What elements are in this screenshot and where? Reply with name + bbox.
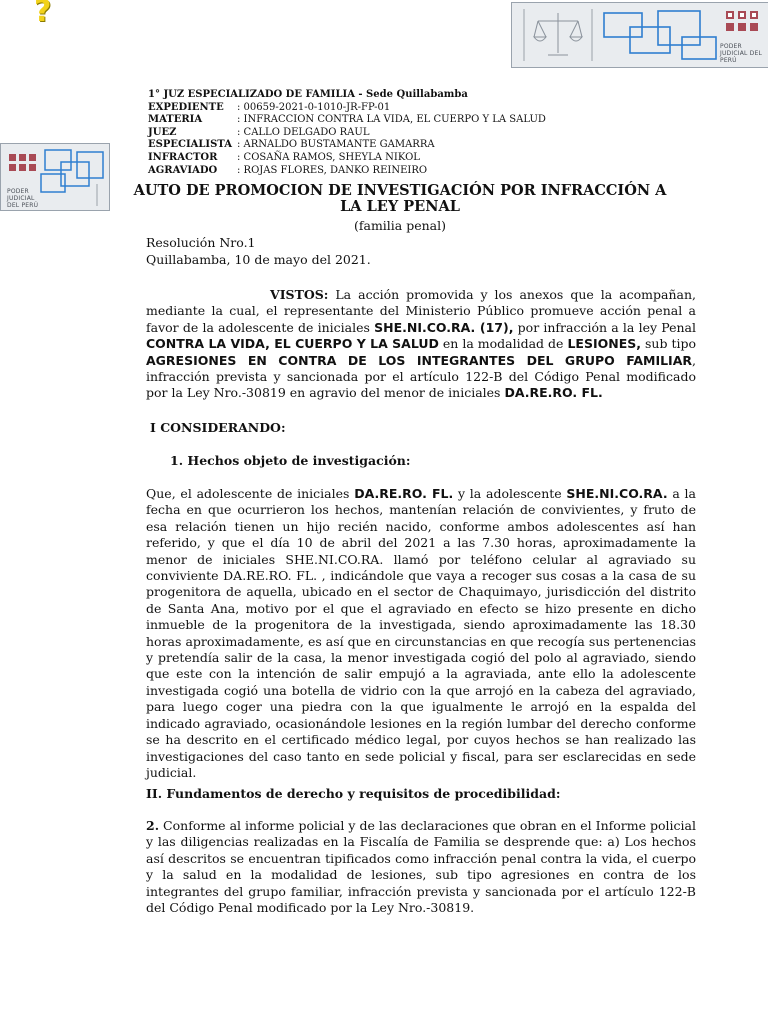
- vistos-text: La acción promovida y los anexos que la acompañan, mediante la cual, el representante del Ministerio Público promueve acción penal a favor de la adolescente de iniciales: [146, 287, 696, 335]
- logo-label: PODER JUDICIAL DEL PERÚ: [720, 43, 763, 64]
- minor-initials: SHE.NI.CO.RA.: [566, 486, 668, 501]
- hechos-text: a la fecha en que ocurrieron los hechos, mantenían relación de convivientes, y fruto de esa relación tienen un hijo recién nacido, conforme ambos adolescentes así han referido, y que el día 10 de abril del 2021 a las 7.30 horas, aproximadamente la menor de iniciales SHE.NI.CO.RA. llamó por teléfono celular al agraviado su conviviente DA.RE.RO. FL. , indicándole que vaya a recoger sus cosas a la casa de su progenitora de aquella, ubicado en el sector de Chaquimayo, jurisdicción del distrito de Santa Ana, motivo por el que el agraviado en efecto se hizo presente en dicho inmueble de la progenitora de la investigada, siendo aproximadamente las 18.30 horas aproximadamente, es así que en circunstancias en que recogía sus pertenencias y pretendía salir de la casa, la menor investigada cogió del polo al agraviado, siendo que este con la intención de salir empujó a la agraviada, ante ello la adolescente investigada cogió una botella de vidrio con la que arrojó en la cabeza del agraviado, para luego coger una piedra con la que igualmente le arrojó en la espalda del indicado agraviado, ocasionándole lesiones en la región lumbar del derecho conforme se ha descrito en el certificado médico legal, por cuyos hechos se han realizado las investigaciones del caso tanto en sede policial y fiscal, para ser esclarecidas en sede judicial.: [146, 486, 696, 780]
- hechos-text: Que, el adolescente de iniciales: [146, 486, 355, 501]
- header-key: AGRAVIADO: [148, 164, 218, 176]
- header-key: ESPECIALISTA: [148, 139, 232, 151]
- fundamentos-text: Conforme al informe policial y de las declaraciones que obran en el Informe policial y las diligencias realizadas en la Fiscalía de Familia se desprende que: a) Los hechos así descritos se encuentran tipificados como infracción penal contra la vida, el cuerpo y la salud en la modalidad de lesiones, sub tipo agresiones en contra de los integrantes del grupo familiar, infracción prevista y sancionada por el artículo 122-B del Código Penal modificado por la Ley Nro.-30819.: [146, 818, 696, 916]
- header-value: : ROJAS FLORES, DANKO REINEIRO: [237, 164, 428, 176]
- considerando-heading: I CONSIDERANDO:: [150, 420, 286, 435]
- header-row: [148, 152, 546, 165]
- header-row: [148, 114, 546, 127]
- offense-modality: LESIONES,: [567, 336, 641, 352]
- header-row: [148, 139, 546, 152]
- court-name: 1° JUZ ESPECIALIZADO DE FAMILIA - Sede Quillabamba: [148, 89, 468, 100]
- case-header: [148, 89, 546, 177]
- section-1-heading: 1. Hechos objeto de investigación:: [170, 453, 411, 468]
- date-line: Quillabamba, 10 de mayo del 2021.: [146, 252, 371, 267]
- minor-initials: SHE.NI.CO.RA. (17),: [374, 319, 514, 335]
- document-title: AUTO DE PROMOCION DE INVESTIGACIÓN POR INFRACCIÓN A LA LEY PENAL: [133, 182, 667, 215]
- vistos-text: por infracción a la ley Penal: [513, 319, 696, 335]
- vistos-paragraph: [146, 287, 696, 402]
- paragraph-number: 2.: [146, 818, 160, 833]
- header-key: INFRACTOR: [148, 151, 218, 163]
- victim-initials: DA.RE.RO. FL.: [354, 486, 454, 501]
- vistos-label: VISTOS:: [270, 287, 329, 302]
- question-mark-icon: ?: [34, 0, 52, 29]
- header-key: MATERIA: [148, 114, 203, 126]
- header-value: : ARNALDO BUSTAMANTE GAMARRA: [237, 139, 435, 151]
- victim-initials: DA.RE.RO. FL.: [504, 385, 603, 401]
- section-2-heading: II. Fundamentos de derecho y requisitos de procedibilidad:: [146, 786, 561, 801]
- vistos-text: en la modalidad de: [438, 336, 568, 352]
- fundamentos-paragraph: [146, 818, 696, 916]
- vistos-text: sub tipo: [641, 336, 697, 352]
- hechos-paragraph: [146, 486, 696, 781]
- header-value: : INFRACCION CONTRA LA VIDA, EL CUERPO Y LA SALUD: [237, 114, 546, 126]
- document-subtitle: (familia penal): [353, 218, 446, 233]
- logo-label: PODER JUDICIAL DEL PERÚ: [7, 188, 39, 209]
- header-row: [148, 102, 546, 115]
- header-row: [148, 127, 546, 140]
- judicial-logo-top-right: [511, 2, 768, 68]
- header-key: JUEZ: [148, 126, 177, 138]
- header-key: EXPEDIENTE: [148, 101, 224, 113]
- header-value: : 00659-2021-0-1010-JR-FP-01: [237, 101, 391, 113]
- offense-type: CONTRA LA VIDA, EL CUERPO Y LA SALUD: [146, 336, 439, 352]
- judicial-logo-left: [0, 143, 110, 211]
- header-value: : CALLO DELGADO RAUL: [237, 126, 370, 138]
- header-row: [148, 165, 546, 178]
- hechos-text: y la adolescente: [453, 486, 567, 501]
- header-value: : COSAÑA RAMOS, SHEYLA NIKOL: [237, 151, 420, 163]
- resolution-number: Resolución Nro.1: [146, 235, 256, 250]
- vistos-text: , infracción prevista y sancionada por el artículo 122-B del Código Penal modificado por la Ley Nro.-30819 en agravio del menor de iniciales: [146, 352, 696, 401]
- offense-subtype: AGRESIONES EN CONTRA DE LOS INTEGRANTES DEL GRUPO FAMILIAR: [146, 352, 693, 368]
